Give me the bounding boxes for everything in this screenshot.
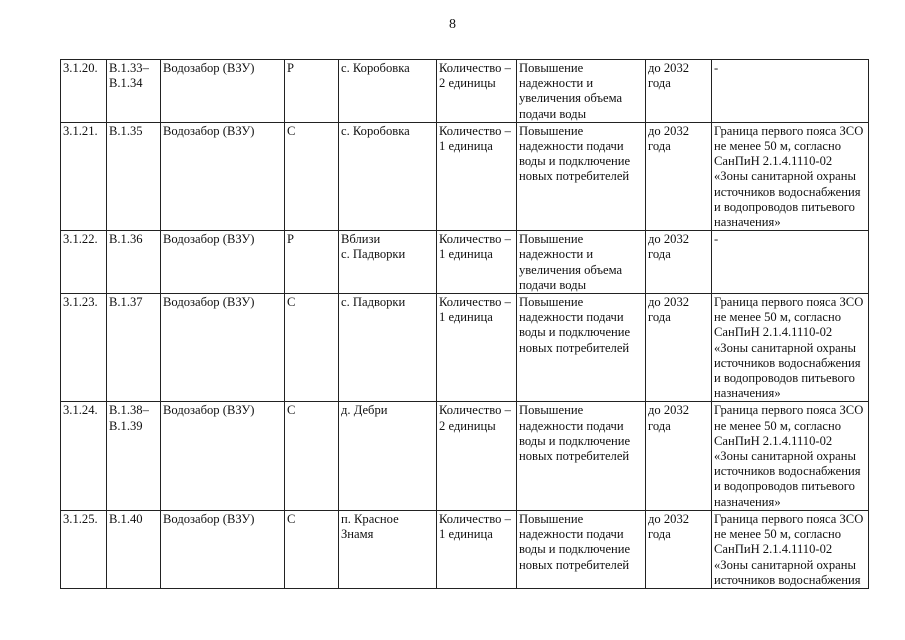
- object-term: до 2032 года: [646, 122, 712, 230]
- object-name: Водозабор (ВЗУ): [161, 60, 285, 123]
- table-row: [61, 510, 869, 588]
- sanitary-zone: Граница первого пояса ЗСО не менее 50 м, согласно СанПиН 2.1.4.1110-02 «Зоны санитарной охраны источников водоснабжения: [712, 510, 869, 588]
- object-purpose: Повышение надежности подачи воды и подключение новых потребителей: [517, 510, 646, 588]
- object-code: В.1.40: [107, 510, 161, 588]
- object-quantity: Количество – 1 единица: [437, 231, 517, 294]
- object-purpose: Повышение надежности и увеличения объема подачи воды: [517, 60, 646, 123]
- object-quantity: Количество – 1 единица: [437, 294, 517, 402]
- object-purpose: Повышение надежности подачи воды и подключение новых потребителей: [517, 122, 646, 230]
- object-location: Вблизи с. Падворки: [339, 231, 437, 294]
- object-quantity: Количество – 1 единица: [437, 510, 517, 588]
- object-location: с. Коробовка: [339, 122, 437, 230]
- row-number: 3.1.24.: [61, 402, 107, 510]
- object-status: Р: [285, 231, 339, 294]
- table-row: [61, 60, 869, 123]
- object-name: Водозабор (ВЗУ): [161, 510, 285, 588]
- object-quantity: Количество – 2 единицы: [437, 60, 517, 123]
- sanitary-zone: Граница первого пояса ЗСО не менее 50 м, согласно СанПиН 2.1.4.1110-02 «Зоны санитарной охраны источников водоснабжения и водопроводов питьевого назначения»: [712, 402, 869, 510]
- object-status: С: [285, 294, 339, 402]
- row-number: 3.1.25.: [61, 510, 107, 588]
- object-term: до 2032 года: [646, 60, 712, 123]
- object-code: В.1.38– В.1.39: [107, 402, 161, 510]
- object-term: до 2032 года: [646, 510, 712, 588]
- object-status: Р: [285, 60, 339, 123]
- object-name: Водозабор (ВЗУ): [161, 294, 285, 402]
- page-number: 8: [449, 17, 456, 32]
- row-number: 3.1.21.: [61, 122, 107, 230]
- object-name: Водозабор (ВЗУ): [161, 122, 285, 230]
- table-row: [61, 122, 869, 230]
- sanitary-zone: -: [712, 60, 869, 123]
- object-term: до 2032 года: [646, 294, 712, 402]
- object-status: С: [285, 122, 339, 230]
- row-number: 3.1.22.: [61, 231, 107, 294]
- object-code: В.1.35: [107, 122, 161, 230]
- object-quantity: Количество – 1 единица: [437, 122, 517, 230]
- object-term: до 2032 года: [646, 231, 712, 294]
- object-location: с. Коробовка: [339, 60, 437, 123]
- table-row: [61, 231, 869, 294]
- object-location: с. Падворки: [339, 294, 437, 402]
- object-name: Водозабор (ВЗУ): [161, 231, 285, 294]
- row-number: 3.1.23.: [61, 294, 107, 402]
- measures-table: [60, 59, 869, 589]
- table-row: [61, 402, 869, 510]
- object-code: В.1.36: [107, 231, 161, 294]
- row-number: 3.1.20.: [61, 60, 107, 123]
- sanitary-zone: -: [712, 231, 869, 294]
- object-purpose: Повышение надежности подачи воды и подключение новых потребителей: [517, 402, 646, 510]
- object-purpose: Повышение надежности подачи воды и подключение новых потребителей: [517, 294, 646, 402]
- sanitary-zone: Граница первого пояса ЗСО не менее 50 м, согласно СанПиН 2.1.4.1110-02 «Зоны санитарной охраны источников водоснабжения и водопроводов питьевого назначения»: [712, 122, 869, 230]
- object-term: до 2032 года: [646, 402, 712, 510]
- object-location: д. Дебри: [339, 402, 437, 510]
- object-code: В.1.37: [107, 294, 161, 402]
- object-name: Водозабор (ВЗУ): [161, 402, 285, 510]
- object-location: п. Красное Знамя: [339, 510, 437, 588]
- object-code: В.1.33– В.1.34: [107, 60, 161, 123]
- object-status: С: [285, 510, 339, 588]
- object-purpose: Повышение надежности и увеличения объема подачи воды: [517, 231, 646, 294]
- object-status: С: [285, 402, 339, 510]
- object-quantity: Количество – 2 единицы: [437, 402, 517, 510]
- table-row: [61, 294, 869, 402]
- sanitary-zone: Граница первого пояса ЗСО не менее 50 м, согласно СанПиН 2.1.4.1110-02 «Зоны санитарной охраны источников водоснабжения и водопроводов питьевого назначения»: [712, 294, 869, 402]
